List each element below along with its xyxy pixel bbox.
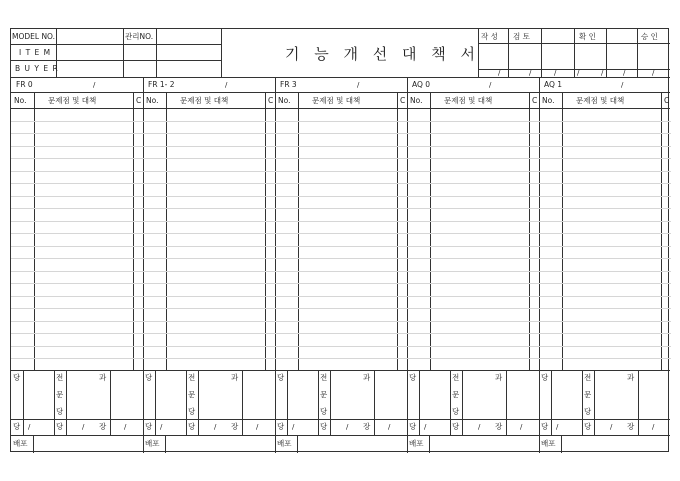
date-slash: / <box>577 69 580 77</box>
writing-line <box>143 321 275 322</box>
col-check-label: C <box>532 96 538 105</box>
date-slash: / <box>610 423 613 431</box>
dang2-label: 당 <box>452 407 460 416</box>
section-name-0: FR 0 <box>16 80 33 89</box>
writing-line <box>143 308 275 309</box>
grid-line <box>318 370 319 435</box>
writing-line <box>539 171 671 172</box>
date-slash: / <box>225 81 228 89</box>
writing-line <box>11 296 143 297</box>
writing-line <box>11 233 143 234</box>
writing-line <box>11 158 143 159</box>
writing-line <box>11 321 143 322</box>
writing-line <box>275 233 407 234</box>
footer-bottom-line <box>11 435 670 436</box>
writing-line <box>275 208 407 209</box>
col-content-label: 문제점 및 대책 <box>312 96 361 105</box>
writing-line <box>539 271 671 272</box>
writing-line <box>143 183 275 184</box>
section-header-line <box>11 92 670 93</box>
writing-line <box>539 296 671 297</box>
writing-line <box>11 333 143 334</box>
writing-line <box>539 183 671 184</box>
grid-line <box>330 370 331 435</box>
writing-line <box>407 308 539 309</box>
writing-line <box>407 283 539 284</box>
jeon-label: 전 <box>584 373 592 382</box>
writing-line <box>143 196 275 197</box>
writing-line <box>143 346 275 347</box>
grid-line <box>551 370 552 435</box>
date-slash: / <box>556 423 559 431</box>
writing-line <box>275 158 407 159</box>
grid-line <box>462 370 463 435</box>
gwa-label: 과 <box>495 373 503 382</box>
writing-line <box>275 321 407 322</box>
writing-line <box>539 358 671 359</box>
dang-label: 당 <box>13 422 21 431</box>
dang-label: 당 <box>541 373 549 382</box>
item-label: I T E M <box>19 48 52 57</box>
writing-line <box>539 333 671 334</box>
grid-line <box>156 29 157 77</box>
dang2-label: 당 <box>320 407 328 416</box>
grid-line <box>478 69 670 70</box>
writing-line <box>11 246 143 247</box>
date-slash: / <box>498 69 501 77</box>
approval-label-1: 검 토 <box>513 32 530 41</box>
col-content-label: 문제점 및 대책 <box>48 96 97 105</box>
date-slash: / <box>601 69 604 77</box>
grid-line <box>374 370 375 435</box>
writing-line <box>407 208 539 209</box>
date-slash: / <box>520 423 523 431</box>
writing-line <box>539 121 671 122</box>
col-content-label: 문제점 및 대책 <box>576 96 625 105</box>
writing-line <box>407 221 539 222</box>
date-slash: / <box>623 69 626 77</box>
buyer-label: B U Y E R <box>15 64 59 73</box>
approval-label-0: 작 성 <box>481 32 498 41</box>
writing-line <box>275 146 407 147</box>
writing-line <box>11 171 143 172</box>
writing-line <box>11 196 143 197</box>
writing-line <box>143 271 275 272</box>
approval-label-3: 승 인 <box>641 32 658 41</box>
date-slash: / <box>93 81 96 89</box>
mun-label: 문 <box>56 390 64 399</box>
writing-line <box>275 333 407 334</box>
distribution-label: 배포 <box>277 439 292 448</box>
mun-label: 문 <box>584 390 592 399</box>
date-slash: / <box>124 423 127 431</box>
jeon-label: 전 <box>320 373 328 382</box>
col-no-label: No. <box>542 96 555 105</box>
section-name-4: AQ 1 <box>544 80 563 89</box>
col-check-label: C <box>400 96 406 105</box>
improvement-form <box>10 28 669 452</box>
dang2-label: 당 <box>188 407 196 416</box>
date-slash: / <box>82 423 85 431</box>
writing-line <box>407 271 539 272</box>
jeon-label: 전 <box>56 373 64 382</box>
writing-line <box>275 221 407 222</box>
dang-label: 당 <box>145 373 153 382</box>
column-header-line <box>11 108 670 109</box>
jang-label: 장 <box>363 422 371 431</box>
grid-line <box>198 370 199 435</box>
writing-line <box>11 133 143 134</box>
writing-line <box>275 183 407 184</box>
grid-line <box>297 435 298 453</box>
writing-line <box>143 221 275 222</box>
writing-line <box>539 258 671 259</box>
grid-line <box>54 370 55 435</box>
date-slash: / <box>489 81 492 89</box>
dang-label: 당 <box>56 422 64 431</box>
date-slash: / <box>478 423 481 431</box>
writing-line <box>407 183 539 184</box>
mun-label: 문 <box>320 390 328 399</box>
grid-line <box>33 435 34 453</box>
dang-label: 당 <box>452 422 460 431</box>
dang2-label: 당 <box>584 407 592 416</box>
header-bottom-line <box>11 77 670 78</box>
grid-line <box>287 370 288 435</box>
writing-line <box>275 308 407 309</box>
col-no-label: No. <box>410 96 423 105</box>
writing-line <box>407 171 539 172</box>
writing-line <box>407 196 539 197</box>
writing-line <box>11 346 143 347</box>
writing-line <box>143 146 275 147</box>
writing-line <box>11 283 143 284</box>
grid-line <box>221 29 222 77</box>
date-slash: / <box>357 81 360 89</box>
date-slash: / <box>652 69 655 77</box>
dang-label: 당 <box>541 422 549 431</box>
jang-label: 장 <box>495 422 503 431</box>
writing-line <box>539 246 671 247</box>
grid-line <box>155 370 156 435</box>
writing-line <box>143 208 275 209</box>
grid-line <box>242 370 243 435</box>
writing-line <box>143 133 275 134</box>
writing-line <box>275 246 407 247</box>
writing-line <box>539 221 671 222</box>
writing-line <box>11 183 143 184</box>
writing-line <box>143 233 275 234</box>
writing-line <box>143 283 275 284</box>
grid-line <box>165 435 166 453</box>
distribution-label: 배포 <box>13 439 28 448</box>
dang-label: 당 <box>188 422 196 431</box>
writing-line <box>539 146 671 147</box>
grid-line <box>23 370 24 435</box>
writing-line <box>275 283 407 284</box>
grid-line <box>123 44 221 45</box>
date-slash: / <box>256 423 259 431</box>
writing-line <box>275 296 407 297</box>
mgmt-no-label: 관리NO. <box>125 32 154 41</box>
writing-line <box>275 358 407 359</box>
mun-label: 문 <box>452 390 460 399</box>
writing-line <box>11 208 143 209</box>
col-no-label: No. <box>146 96 159 105</box>
writing-line <box>143 358 275 359</box>
writing-line <box>539 158 671 159</box>
distribution-label: 배포 <box>409 439 424 448</box>
mun-label: 문 <box>188 390 196 399</box>
grid-line <box>594 370 595 435</box>
gwa-label: 과 <box>231 373 239 382</box>
dang-label: 당 <box>409 373 417 382</box>
col-no-label: No. <box>14 96 27 105</box>
writing-line <box>407 233 539 234</box>
writing-line <box>539 321 671 322</box>
grid-line <box>110 370 111 435</box>
col-content-label: 문제점 및 대책 <box>444 96 493 105</box>
grid-line <box>419 370 420 435</box>
writing-line <box>407 333 539 334</box>
date-slash: / <box>652 423 655 431</box>
writing-line <box>407 146 539 147</box>
writing-line <box>539 196 671 197</box>
writing-line <box>407 158 539 159</box>
grid-line <box>66 370 67 435</box>
jang-label: 장 <box>99 422 107 431</box>
grid-line <box>638 370 639 435</box>
writing-line <box>143 333 275 334</box>
jeon-label: 전 <box>452 373 460 382</box>
writing-line <box>539 308 671 309</box>
writing-line <box>11 308 143 309</box>
writing-line <box>11 258 143 259</box>
section-name-2: FR 3 <box>280 80 297 89</box>
col-check-label: C <box>664 96 670 105</box>
date-slash: / <box>214 423 217 431</box>
grid-line <box>11 60 123 61</box>
writing-line <box>11 146 143 147</box>
grid-line <box>186 370 187 435</box>
writing-line <box>407 296 539 297</box>
writing-line <box>407 321 539 322</box>
date-slash: / <box>621 81 624 89</box>
col-no-label: No. <box>278 96 291 105</box>
model-no-label: MODEL NO. <box>12 32 56 41</box>
writing-line <box>407 258 539 259</box>
writing-line <box>275 121 407 122</box>
grid-line <box>123 60 221 61</box>
dang-label: 당 <box>145 422 153 431</box>
jang-label: 장 <box>627 422 635 431</box>
writing-line <box>143 258 275 259</box>
writing-line <box>407 133 539 134</box>
writing-line <box>143 171 275 172</box>
writing-line <box>407 246 539 247</box>
dang-label: 당 <box>277 422 285 431</box>
jeon-label: 전 <box>188 373 196 382</box>
grid-line <box>429 435 430 453</box>
dang2-label: 당 <box>56 407 64 416</box>
distribution-label: 배포 <box>541 439 556 448</box>
writing-line <box>407 121 539 122</box>
date-slash: / <box>346 423 349 431</box>
writing-line <box>407 346 539 347</box>
writing-line <box>539 283 671 284</box>
gwa-label: 과 <box>627 373 635 382</box>
writing-line <box>275 196 407 197</box>
date-slash: / <box>292 423 295 431</box>
col-check-label: C <box>268 96 274 105</box>
dang-label: 당 <box>320 422 328 431</box>
date-slash: / <box>160 423 163 431</box>
writing-line <box>11 271 143 272</box>
writing-line <box>275 133 407 134</box>
date-slash: / <box>529 69 532 77</box>
distribution-label: 배포 <box>145 439 160 448</box>
date-slash: / <box>388 423 391 431</box>
grid-line <box>506 370 507 435</box>
writing-line <box>275 171 407 172</box>
section-name-3: AQ 0 <box>412 80 431 89</box>
date-slash: / <box>554 69 557 77</box>
writing-line <box>539 346 671 347</box>
grid-line <box>561 435 562 453</box>
writing-line <box>275 346 407 347</box>
dang-label: 당 <box>584 422 592 431</box>
writing-line <box>143 296 275 297</box>
jang-label: 장 <box>231 422 239 431</box>
grid-line <box>582 370 583 435</box>
writing-line <box>275 271 407 272</box>
grid-line <box>450 370 451 435</box>
approval-label-2: 확 인 <box>579 32 596 41</box>
writing-line <box>11 358 143 359</box>
writing-line <box>539 233 671 234</box>
writing-line <box>275 258 407 259</box>
date-slash: / <box>424 423 427 431</box>
writing-line <box>143 246 275 247</box>
section-name-1: FR 1- 2 <box>148 80 175 89</box>
writing-line <box>11 221 143 222</box>
gwa-label: 과 <box>363 373 371 382</box>
writing-line <box>143 158 275 159</box>
dang-label: 당 <box>409 422 417 431</box>
col-check-label: C <box>136 96 142 105</box>
col-content-label: 문제점 및 대책 <box>180 96 229 105</box>
writing-line <box>11 121 143 122</box>
writing-line <box>539 133 671 134</box>
grid-line <box>123 29 124 77</box>
writing-line <box>143 121 275 122</box>
date-slash: / <box>28 423 31 431</box>
writing-line <box>539 208 671 209</box>
grid-line <box>11 44 123 45</box>
grid-line <box>478 43 670 44</box>
gwa-label: 과 <box>99 373 107 382</box>
dang-label: 당 <box>13 373 21 382</box>
dang-label: 당 <box>277 373 285 382</box>
writing-line <box>407 358 539 359</box>
document-title: 기 능 개 선 대 책 서 <box>285 45 481 63</box>
